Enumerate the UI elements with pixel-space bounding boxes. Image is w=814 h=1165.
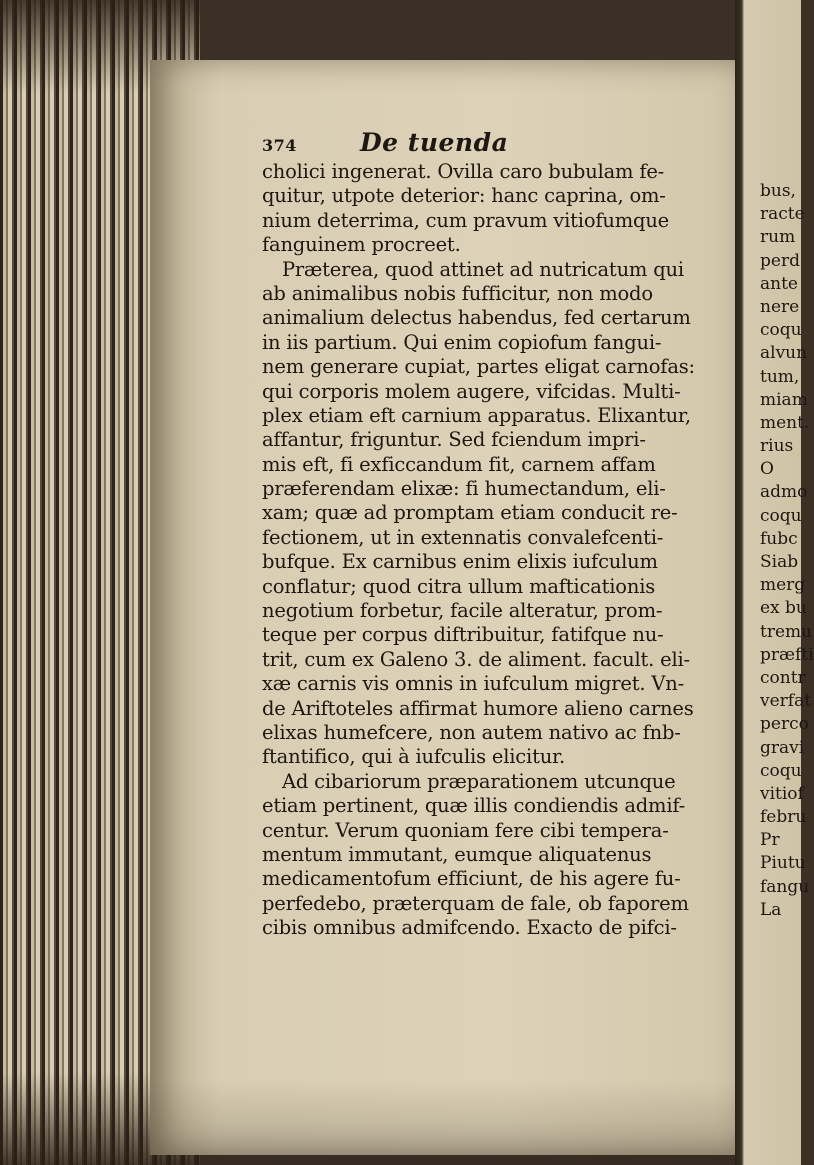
text-line: mentum immutant, eumque aliquatenus (262, 842, 652, 866)
text-line: conflatur; quod citra ullum mafticationis (262, 574, 656, 598)
book-page (150, 60, 735, 1155)
facing-page-fragment: rius (760, 436, 794, 457)
text-line: nium deterrima, cum pravum vitiofumque (262, 208, 670, 232)
text-line: bufque. Ex carnibus enim elixis iufculum (262, 550, 658, 574)
running-head (262, 128, 722, 160)
facing-page-fragment: gravi (760, 737, 805, 758)
body-text (262, 160, 722, 941)
text-line: animalium delectus habendus, fed certarum (262, 306, 691, 330)
text-line: xæ carnis vis omnis in iufculum migret. Vn- (262, 672, 684, 696)
facing-page-fragment: Siab (760, 552, 799, 572)
facing-page-fragment: contr (760, 667, 806, 688)
text-line: nem generare cupiat, partes eligat carnofas: (262, 355, 695, 379)
text-line: plex etiam eft carnium apparatus. Elixantur, (262, 403, 691, 427)
page-shadow (150, 1080, 735, 1165)
facing-page-fragment: Piutu (760, 853, 806, 874)
text-line: Præterea, quod attinet ad nutricatum qui (282, 257, 684, 281)
running-title: De tuenda (360, 128, 509, 157)
text-line: fectionem, ut in extennatis convalefcenti- (262, 525, 664, 549)
facing-page-fragment: alvun (760, 343, 808, 364)
text-line: medicamentofum efficiunt, de his agere fu- (262, 867, 681, 891)
facing-page-fragment: nere (760, 296, 800, 317)
text-line: mis eft, fi exficcandum fit, carnem affam (262, 452, 656, 476)
text-line: de Ariftoteles affirmat humore alieno carnes (262, 696, 694, 720)
facing-page-fragment: verfat (760, 691, 812, 712)
text-line: fanguinem procreet. (262, 233, 461, 257)
text-line: cholici ingenerat. Ovilla caro bubulam fe- (262, 160, 665, 183)
text-line: præferendam elixæ: fi humectandum, eli- (262, 477, 666, 501)
text-line: in iis partium. Qui enim copiofum fangui- (262, 330, 662, 354)
text-line: cibis omnibus admifcendo. Exacto de pifci- (262, 916, 677, 940)
page-number: 374 (262, 136, 297, 155)
facing-page-fragment: fangu (760, 876, 810, 897)
facing-page-fragment: ante (760, 273, 798, 294)
facing-page-fragment: coqu (760, 320, 802, 341)
text-line: quitur, utpote deterior: hanc caprina, om- (262, 184, 666, 208)
text-line: Ad cibariorum præparationem utcunque (282, 769, 676, 793)
text-line: xam; quæ ad promptam etiam conducit re- (262, 501, 678, 525)
text-line: centur. Verum quoniam fere cibi tempera- (262, 818, 669, 842)
text-line: ftantifico, qui à iufculis elicitur. (262, 745, 566, 769)
facing-page-fragment: ex bu (760, 598, 807, 619)
facing-page-fragment: rum (760, 227, 796, 248)
text-line: perfedebo, præterquam de fale, ob faporem (262, 891, 689, 915)
facing-page-fragment: Pr (760, 830, 780, 851)
page-content (262, 128, 722, 941)
facing-page-fragment: La (760, 899, 782, 920)
facing-page-fragment: ment. (760, 412, 810, 433)
text-line: ab animalibus nobis fufficitur, non modo (262, 281, 653, 305)
facing-page-fragment: miam (760, 389, 808, 410)
facing-page-fragment: vitiof (760, 783, 804, 804)
facing-page-fragment: tremu (760, 621, 813, 642)
text-line: trit, cum ex Galeno 3. de aliment. facult. eli- (262, 647, 690, 671)
facing-page-text (760, 180, 814, 922)
facing-page-fragment: O (760, 459, 774, 480)
facing-page-fragment: racte (760, 204, 805, 225)
facing-page-fragment: tum, (760, 366, 800, 387)
facing-page-fragment: admo (760, 482, 808, 503)
facing-page-fragment: fubc (760, 528, 798, 549)
facing-page-fragment: coqu (760, 505, 802, 526)
text-line: etiam pertinent, quæ illis condiendis admif- (262, 794, 686, 818)
facing-page-fragment: merg (760, 575, 806, 596)
text-line: affantur, friguntur. Sed fciendum impri- (262, 428, 646, 452)
text-line: elixas humefcere, non autem nativo ac fnb- (262, 720, 681, 744)
facing-page-fragment: bus, (760, 181, 796, 201)
facing-page-fragment: præfti (760, 644, 814, 665)
facing-page-fragment: coqu (760, 760, 802, 781)
text-line: teque per corpus diftribuitur, fatifque nu- (262, 623, 664, 647)
text-line: negotium forbetur, facile alteratur, prom- (262, 599, 663, 623)
facing-page-fragment: perd (760, 250, 800, 271)
facing-page-fragment: perco (760, 714, 809, 735)
facing-page-fragment: febru (760, 807, 807, 828)
text-line: qui corporis molem augere, vifcidas. Multi- (262, 379, 681, 403)
